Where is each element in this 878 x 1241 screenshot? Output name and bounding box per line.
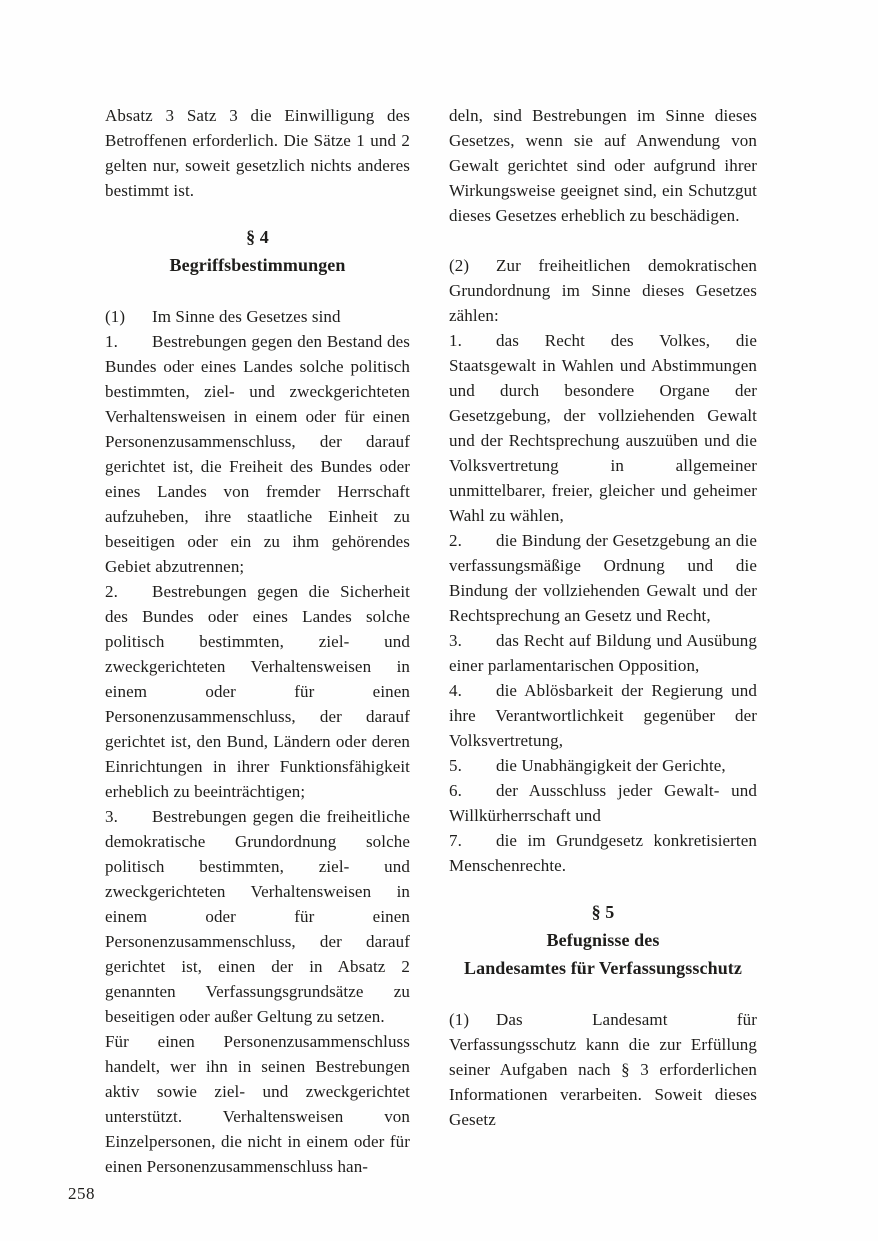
item-marker: 6. xyxy=(449,781,462,800)
section-heading xyxy=(105,223,410,279)
item-marker: 3. xyxy=(449,631,462,650)
list-item: 5. die Unabhängigkeit der Gerichte, xyxy=(449,753,757,778)
heading-line: Begriffsbestimmungen xyxy=(169,255,346,275)
left-column xyxy=(105,103,410,1179)
item-marker: 1. xyxy=(449,331,462,350)
paragraph: Für einen Personenzusammenschluss handelt, wer ihn in seinen Bestrebungen aktiv sowie ziel- und zweckgerichtet unterstützt. Verhaltensweisen von Einzelpersonen, die nicht in einem oder für einen Personenzusammenschluss han- xyxy=(105,1032,410,1176)
item-marker: 1. xyxy=(105,332,118,351)
list-item: 1. das Recht des Volkes, die Staatsgewalt in Wahlen und Abstimmungen und durch besondere Organe der Gesetzgebung, der vollziehenden Gewalt und der Rechtsprechung auszuüben und die Volksvertretung in allgemeiner unmittelbarer, freier, gleicher und geheimer Wahl zu wählen, xyxy=(449,328,757,528)
list-item: 1. Bestrebungen gegen den Bestand des Bundes oder eines Landes solche politisch bestimmten, ziel- und zweckgerichteten Verhaltensweisen in einem oder für einen Personenzusammenschluss, der darauf gerichtet ist, die Freiheit des Bundes oder eines Landes von fremder Herrschaft aufzuheben, ihre staatliche Einheit zu beseitigen oder ein zu ihm gehörendes Gebiet abzutrennen; xyxy=(105,329,410,579)
list-item: 4. die Ablösbarkeit der Regierung und ihre Verantwortlichkeit gegenüber der Volksvertretung, xyxy=(449,678,757,753)
item-marker: 5. xyxy=(449,756,462,775)
list-item: (1) Im Sinne des Gesetzes sind xyxy=(105,304,410,329)
list-item: 3. das Recht auf Bildung und Ausübung einer parlamentarischen Opposition, xyxy=(449,628,757,678)
right-column xyxy=(449,103,757,1132)
item-marker: 2. xyxy=(105,582,118,601)
list-item: 2. die Bindung der Gesetzgebung an die verfassungsmäßige Ordnung und die Bindung der vollziehenden Gewalt und der Rechtsprechung an Gesetz und Recht, xyxy=(449,528,757,628)
item-marker: (1) xyxy=(105,307,126,326)
heading-line: § 5 xyxy=(591,902,615,922)
item-marker: (2) xyxy=(449,256,470,275)
section-heading xyxy=(449,898,757,982)
paragraph: deln, sind Bestrebungen im Sinne dieses Gesetzes, wenn sie auf Anwendung von Gewalt gerichtet sind oder aufgrund ihrer Wirkungsweise geeignet sind, ein Schutzgut dieses Gesetzes erheblich zu beschädigen. xyxy=(449,106,757,225)
list-item: 7. die im Grundgesetz konkretisierten Menschenrechte. xyxy=(449,828,757,878)
item-marker: 7. xyxy=(449,831,462,850)
item-marker: 3. xyxy=(105,807,118,826)
list-item: 3. Bestrebungen gegen die freiheitliche demokratische Grundordnung solche politisch bestimmten, ziel- und zweckgerichteten Verhaltensweisen in einem oder für einen Personenzusammenschluss, der darauf gerichtet ist, einen der in Absatz 2 genannten Verfassungsgrundsätze zu beseitigen oder außer Geltung zu setzen. xyxy=(105,804,410,1029)
list-item: (1) Das Landesamt für Verfassungsschutz kann die zur Erfüllung seiner Aufgaben nach § 3 erforderlichen Informationen verarbeiten. Soweit dieses Gesetz xyxy=(449,1007,757,1132)
heading-line: Landesamtes für Verfassungsschutz xyxy=(463,958,742,978)
item-marker: 2. xyxy=(449,531,462,550)
paragraph: Absatz 3 Satz 3 die Einwilligung des Betroffenen erforderlich. Die Sätze 1 und 2 gelten nur, soweit gesetzlich nichts anderes bestimmt ist. xyxy=(105,106,410,200)
page-number: 258 xyxy=(68,1184,95,1203)
list-item: 6. der Ausschluss jeder Gewalt- und Willkürherrschaft und xyxy=(449,778,757,828)
list-item: 2. Bestrebungen gegen die Sicherheit des Bundes oder eines Landes solche politisch bestimmten, ziel- und zweckgerichteten Verhaltensweisen in einem oder für einen Personenzusammenschluss, der darauf gerichtet ist, den Bund, Ländern oder deren Einrichtungen in ihrer Funktionsfähigkeit erheblich zu beeinträchtigen; xyxy=(105,579,410,804)
list-item: (2) Zur freiheitlichen demokratischen Grundordnung im Sinne dieses Gesetzes zählen: xyxy=(449,253,757,328)
item-marker: (1) xyxy=(449,1010,470,1029)
heading-line: Befugnisse des xyxy=(546,930,660,950)
heading-line: § 4 xyxy=(246,227,269,247)
item-marker: 4. xyxy=(449,681,462,700)
